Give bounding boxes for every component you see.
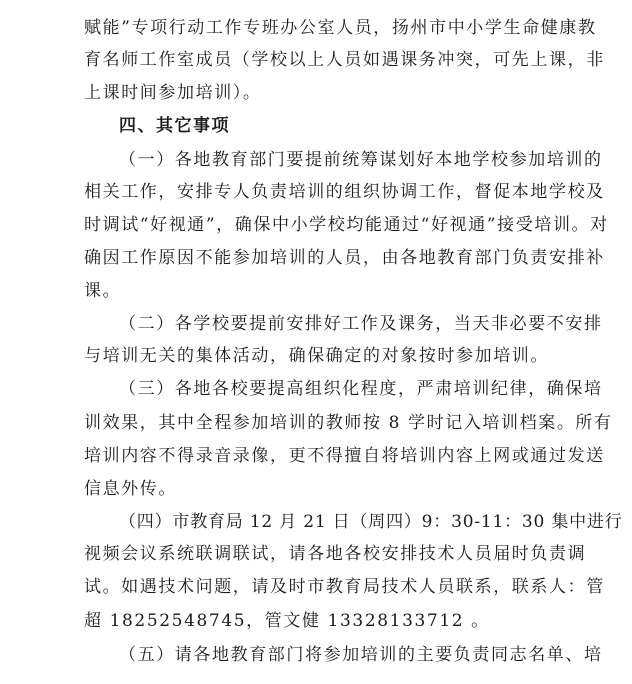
text-line: 确因工作原因不能参加培训的人员，由各地教育部门负责安排补	[84, 248, 605, 268]
text-line: 赋能”专项行动工作专班办公室人员，扬州市中小学生命健康教	[84, 18, 597, 38]
text-line: 时调试“好视通”，确保中小学校均能通过“好视通”接受培训。对	[84, 215, 609, 235]
text-line: 上课时间参加培训）。	[84, 83, 262, 103]
text-line: （二）各学校要提前安排好工作及课务，当天非必要不安排	[119, 314, 603, 334]
section-heading: 四、其它事项	[119, 116, 230, 136]
text-line: （四）市教育局 12 月 21 日（周四）9：30-11：30 集中进行	[119, 512, 623, 532]
text-line: 试。如遇技术问题，请及时市教育局技术人员联系，联系人：管	[84, 577, 605, 597]
text-line: 超 18252548745，管文健 13328133712 。	[84, 611, 490, 631]
text-line: 育名师工作室成员（学校以上人员如遇课务冲突，可先上课，非	[84, 50, 605, 70]
text-line: 与培训无关的集体活动，确保确定的对象按时参加培训。	[84, 346, 549, 366]
text-line: 相关工作，安排专人负责培训的组织协调工作，督促本地学校及	[84, 182, 605, 202]
text-line: 培训内容不得录音录像，更不得擅自将培训内容上网或通过发送	[84, 446, 605, 466]
text-line: （一）各地教育部门要提前统筹谋划好本地学校参加培训的	[119, 150, 603, 170]
text-line: （三）各地各校要提高组织化程度，严肃培训纪律，确保培	[119, 379, 603, 399]
text-line: 训效果，其中全程参加培训的教师按 8 学时记入培训档案。所有	[84, 413, 613, 433]
text-line: 信息外传。	[84, 479, 177, 499]
text-line: 视频会议系统联调联试，请各地各校安排技术人员届时负责调	[84, 544, 587, 564]
text-line: （五）请各地教育部门将参加培训的主要负责同志名单、培	[119, 645, 603, 665]
text-line: 课。	[84, 281, 122, 301]
